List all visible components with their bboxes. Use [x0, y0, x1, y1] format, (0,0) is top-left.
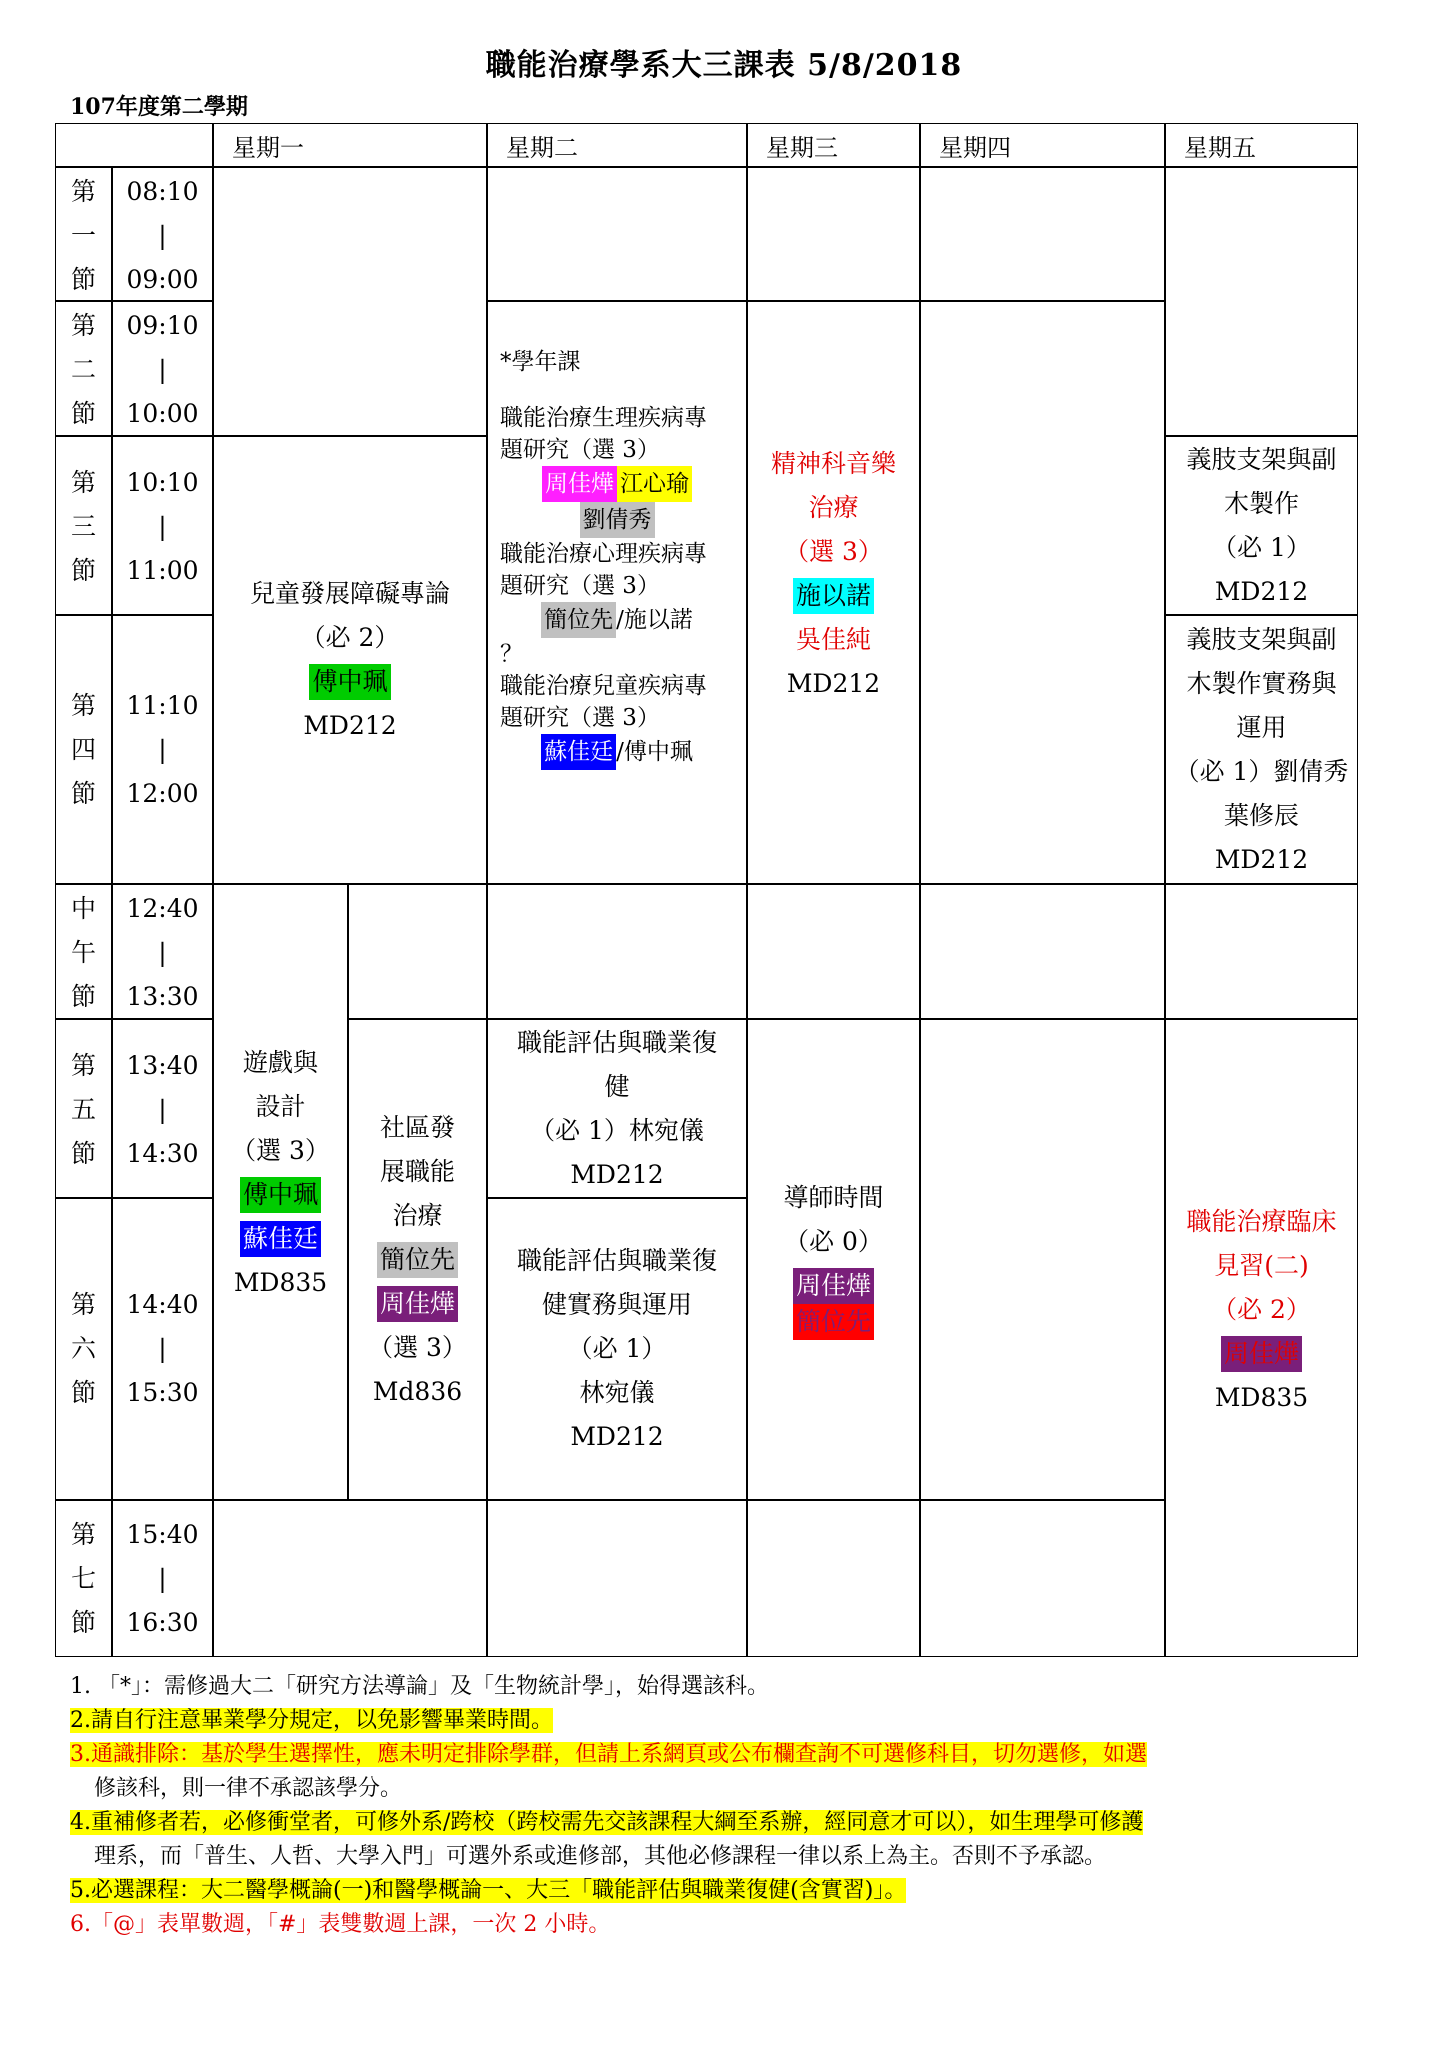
course-name: 設計: [255, 1092, 306, 1121]
fri-noon-empty: [1165, 884, 1358, 1019]
period-end: 12:00: [126, 779, 199, 808]
thu-noon-empty: [920, 884, 1165, 1019]
course-name: 題研究（選 3）: [500, 705, 660, 731]
period-char: 第: [70, 691, 96, 720]
teacher-label: 蘇佳廷: [541, 734, 616, 770]
period-sep: |: [158, 1564, 167, 1593]
course-name: 導師時間: [783, 1182, 884, 1212]
course-name: 題研究（選 3）: [500, 573, 660, 599]
period-start: 09:10: [126, 311, 199, 340]
period-3-time: [112, 436, 213, 615]
period-char: 第: [70, 1290, 96, 1319]
mon-noon-right: [348, 884, 487, 1019]
day-label: 星期五: [1184, 134, 1256, 162]
header-thu: [920, 123, 1165, 167]
course-name: 精神科音樂: [770, 449, 896, 478]
room-label: MD212: [1214, 844, 1309, 874]
teacher-label: 施以諾: [793, 578, 874, 614]
tue-noon-empty: [487, 884, 747, 1019]
teacher-label: 周佳燁: [1221, 1336, 1302, 1372]
teacher-label: 傅中珮: [309, 664, 390, 700]
period-end: 16:30: [126, 1608, 199, 1637]
period-char: 七: [70, 1564, 96, 1593]
teacher-label: 蘇佳廷: [240, 1221, 321, 1257]
course-name: 遊戲與: [242, 1048, 318, 1077]
period-start: 12:40: [126, 894, 199, 923]
period-1-name: [55, 167, 112, 301]
course-credit: （必 1）: [567, 1334, 667, 1363]
period-start: 08:10: [126, 177, 199, 206]
period-3-name: [55, 436, 112, 615]
room-label: MD835: [1214, 1383, 1309, 1412]
course-name: 木製作: [1223, 488, 1299, 518]
period-6-name: [55, 1198, 112, 1500]
note-2-text: 2.請自行注意畢業學分規定，以免影響畢業時間。: [70, 1708, 553, 1733]
day-label: 星期二: [506, 134, 578, 162]
period-sep: |: [158, 221, 167, 250]
mon-p7-empty: [213, 1500, 487, 1657]
course-name: 題研究（選 3）: [500, 437, 660, 463]
note-2: [70, 1704, 1400, 1738]
period-char: 第: [70, 1051, 96, 1080]
teacher-label: 簡位先: [541, 602, 616, 638]
teacher-label: /傅中珮: [616, 739, 693, 765]
period-end: 10:00: [126, 399, 199, 428]
period-sep: |: [158, 938, 167, 967]
room-label: MD212: [1214, 576, 1309, 606]
course-tue-vocational-rehab-practice: [487, 1198, 747, 1500]
course-name: 職能治療心理疾病專: [500, 541, 707, 567]
period-5-time: [112, 1019, 213, 1198]
course-name: 職能治療生理疾病專: [500, 405, 707, 431]
note-4-cont: [70, 1840, 1400, 1874]
room-label: MD212: [786, 669, 881, 698]
teacher-label: 周佳燁: [542, 466, 617, 502]
course-name: 運用: [1236, 712, 1287, 742]
header-tue: [487, 123, 747, 167]
note-6: 6.「@」表單數週，「#」表雙數週上課，一次 2 小時。: [70, 1912, 611, 1937]
period-char: 節: [70, 982, 96, 1011]
period-char: 四: [70, 735, 96, 764]
course-mon-play-design: [213, 1019, 348, 1500]
period-sep: |: [158, 1095, 167, 1124]
question-mark: ？: [500, 641, 523, 667]
period-char: 午: [70, 938, 96, 967]
course-credit: （必 2）: [1212, 1295, 1311, 1324]
note-5-text: 5.必選課程：大二醫學概論(一)和醫學概論一、大三「職能評估與職業復健(含實習)」。: [70, 1878, 907, 1903]
course-name: 義肢支架與副: [1186, 624, 1337, 654]
period-char: 節: [70, 1139, 96, 1168]
course-credit: （選 3）: [784, 537, 883, 566]
period-sep: |: [158, 512, 167, 541]
period-char: 節: [70, 265, 96, 294]
course-fri-prosthetics: [1165, 436, 1358, 615]
mon-p1-p2-empty: [213, 167, 487, 436]
tue-p7-empty: [487, 1500, 747, 1657]
course-fri-clinical-observation: [1165, 1019, 1358, 1657]
note-4-cont-text: 理系，而「普生、人哲、大學入門」可選外系或進修部，其他必修課程一律以系上為主。否則不予承認。: [94, 1844, 1107, 1869]
thu-am-empty: [920, 301, 1165, 884]
course-name: 職能治療臨床: [1186, 1207, 1337, 1236]
teacher-label: 林宛儀: [579, 1378, 655, 1407]
period-4-name: [55, 615, 112, 884]
thu-p1-empty: [920, 167, 1165, 301]
page-title: 職能治療學系大三課表 5/8/2018: [485, 48, 963, 83]
course-credit: （選 3）: [368, 1332, 467, 1362]
teacher-label: 吳佳純: [795, 625, 871, 654]
teacher-label: 周佳燁: [793, 1268, 874, 1304]
note-4-text: 4.重補修者若，必修衝堂者，可修外系/跨校（跨校需先交該課程大綱至系辦，經同意才可以），如生理學可修護: [70, 1810, 1144, 1835]
period-end: 15:30: [126, 1378, 199, 1407]
course-name: 職能評估與職業復: [516, 1246, 717, 1275]
header-wed: [747, 123, 920, 167]
period-noon-name: [55, 884, 112, 1019]
period-char: 二: [70, 355, 96, 384]
course-name: 治療: [808, 493, 859, 522]
yearly-note: *學年課: [500, 349, 581, 375]
course-credit: （必 2）: [300, 623, 400, 652]
period-char: 六: [70, 1334, 96, 1363]
period-sep: |: [158, 1334, 167, 1363]
period-char: 節: [70, 779, 96, 808]
note-1: 1. 「*」：需修過大二「研究方法導論」及「生物統計學」，始得選該科。: [70, 1674, 769, 1699]
course-credit: （必 1）: [1212, 532, 1311, 562]
tue-p1-empty: [487, 167, 747, 301]
period-char: 第: [70, 177, 96, 206]
period-6-time: [112, 1198, 213, 1500]
course-credit: （必 1）劉倩秀: [1174, 756, 1349, 786]
course-name: 職能評估與職業復: [516, 1027, 717, 1057]
course-credit: （必 1）林宛儀: [530, 1115, 704, 1145]
thu-pm-empty: [920, 1019, 1165, 1500]
period-2-time: [112, 301, 213, 436]
period-5-name: [55, 1019, 112, 1198]
period-char: 一: [70, 221, 96, 250]
teacher-label: /施以諾: [616, 607, 693, 633]
room-label: Md836: [372, 1376, 463, 1406]
period-sep: |: [158, 735, 167, 764]
period-start: 15:40: [126, 1520, 199, 1549]
note-3: [70, 1738, 1400, 1772]
period-char: 中: [70, 894, 96, 923]
course-name: 見習(二): [1214, 1251, 1309, 1280]
wed-noon-empty: [747, 884, 920, 1019]
course-name: 義肢支架與副: [1186, 444, 1337, 474]
note-5: [70, 1874, 1400, 1908]
period-char: 節: [70, 556, 96, 585]
period-char: 五: [70, 1095, 96, 1124]
period-end: 14:30: [126, 1139, 199, 1168]
period-noon-time: [112, 884, 213, 1019]
course-credit: （選 3）: [231, 1136, 330, 1165]
room-label: MD835: [233, 1268, 328, 1297]
period-4-time: [112, 615, 213, 884]
course-mon-child-development: [213, 436, 487, 884]
room-label: MD212: [303, 711, 397, 740]
course-name: 職能治療兒童疾病專: [500, 673, 707, 699]
period-start: 10:10: [126, 468, 199, 497]
header-mon: [213, 123, 487, 167]
mon-noon-left-top: [213, 884, 348, 1019]
term-label: 107年度第二學期: [70, 94, 248, 120]
wed-p1-empty: [747, 167, 920, 301]
period-end: 11:00: [126, 556, 199, 585]
wed-p7-empty: [747, 1500, 920, 1657]
teacher-label: 劉倩秀: [580, 502, 655, 538]
period-start: 14:40: [126, 1290, 199, 1319]
teacher-label: 簡位先: [793, 1304, 874, 1340]
footnotes: [70, 1670, 1400, 1942]
course-tue-vocational-rehab: [487, 1019, 747, 1198]
teacher-label: 周佳燁: [377, 1286, 458, 1322]
teacher-label: 江心瑜: [617, 466, 692, 502]
course-name: 健: [604, 1071, 630, 1101]
period-2-name: [55, 301, 112, 436]
period-char: 三: [70, 512, 96, 541]
period-1-time: [112, 167, 213, 301]
course-name: 兒童發展障礙專論: [249, 579, 450, 608]
header-corner: [55, 123, 213, 167]
course-name: 展職能: [379, 1156, 455, 1186]
teacher-label: 葉修辰: [1223, 800, 1299, 830]
course-wed-music-therapy: [747, 301, 920, 884]
course-tue-yearly-research: [487, 301, 747, 884]
note-4: [70, 1806, 1400, 1840]
room-label: MD212: [570, 1159, 664, 1189]
course-wed-mentor-time: [747, 1019, 920, 1500]
day-label: 星期一: [232, 134, 304, 162]
period-7-time: [112, 1500, 213, 1657]
period-7-name: [55, 1500, 112, 1657]
course-mon-community-ot: [348, 1019, 487, 1500]
period-sep: |: [158, 355, 167, 384]
note-3-text: 3.通識排除：基於學生選擇性，應未明定排除學群，但請上系網頁或公布欄查詢不可選修科目，切勿選修，如選: [70, 1742, 1147, 1767]
header-fri: [1165, 123, 1358, 167]
period-start: 13:40: [126, 1051, 199, 1080]
day-label: 星期三: [766, 134, 838, 162]
course-credit: （必 0）: [784, 1226, 883, 1256]
thu-p7-empty: [920, 1500, 1165, 1657]
course-name: 健實務與運用: [541, 1290, 692, 1319]
period-char: 節: [70, 1378, 96, 1407]
period-char: 節: [70, 399, 96, 428]
room-label: MD212: [570, 1422, 664, 1451]
note-3-cont: 修該科，則一律不承認該學分。: [94, 1776, 403, 1801]
period-char: 第: [70, 311, 96, 340]
fri-p1-p2-empty: [1165, 167, 1358, 436]
period-char: 節: [70, 1608, 96, 1637]
teacher-label: 傅中珮: [240, 1177, 321, 1213]
course-fri-prosthetics-practice: [1165, 615, 1358, 884]
day-label: 星期四: [939, 134, 1011, 162]
period-char: 第: [70, 1520, 96, 1549]
course-name: 治療: [392, 1200, 443, 1230]
period-end: 09:00: [126, 265, 199, 294]
course-name: 社區發: [379, 1112, 455, 1142]
period-end: 13:30: [126, 982, 199, 1011]
course-name: 木製作實務與: [1186, 668, 1337, 698]
period-char: 第: [70, 468, 96, 497]
teacher-label: 簡位先: [377, 1242, 458, 1278]
period-start: 11:10: [126, 691, 199, 720]
